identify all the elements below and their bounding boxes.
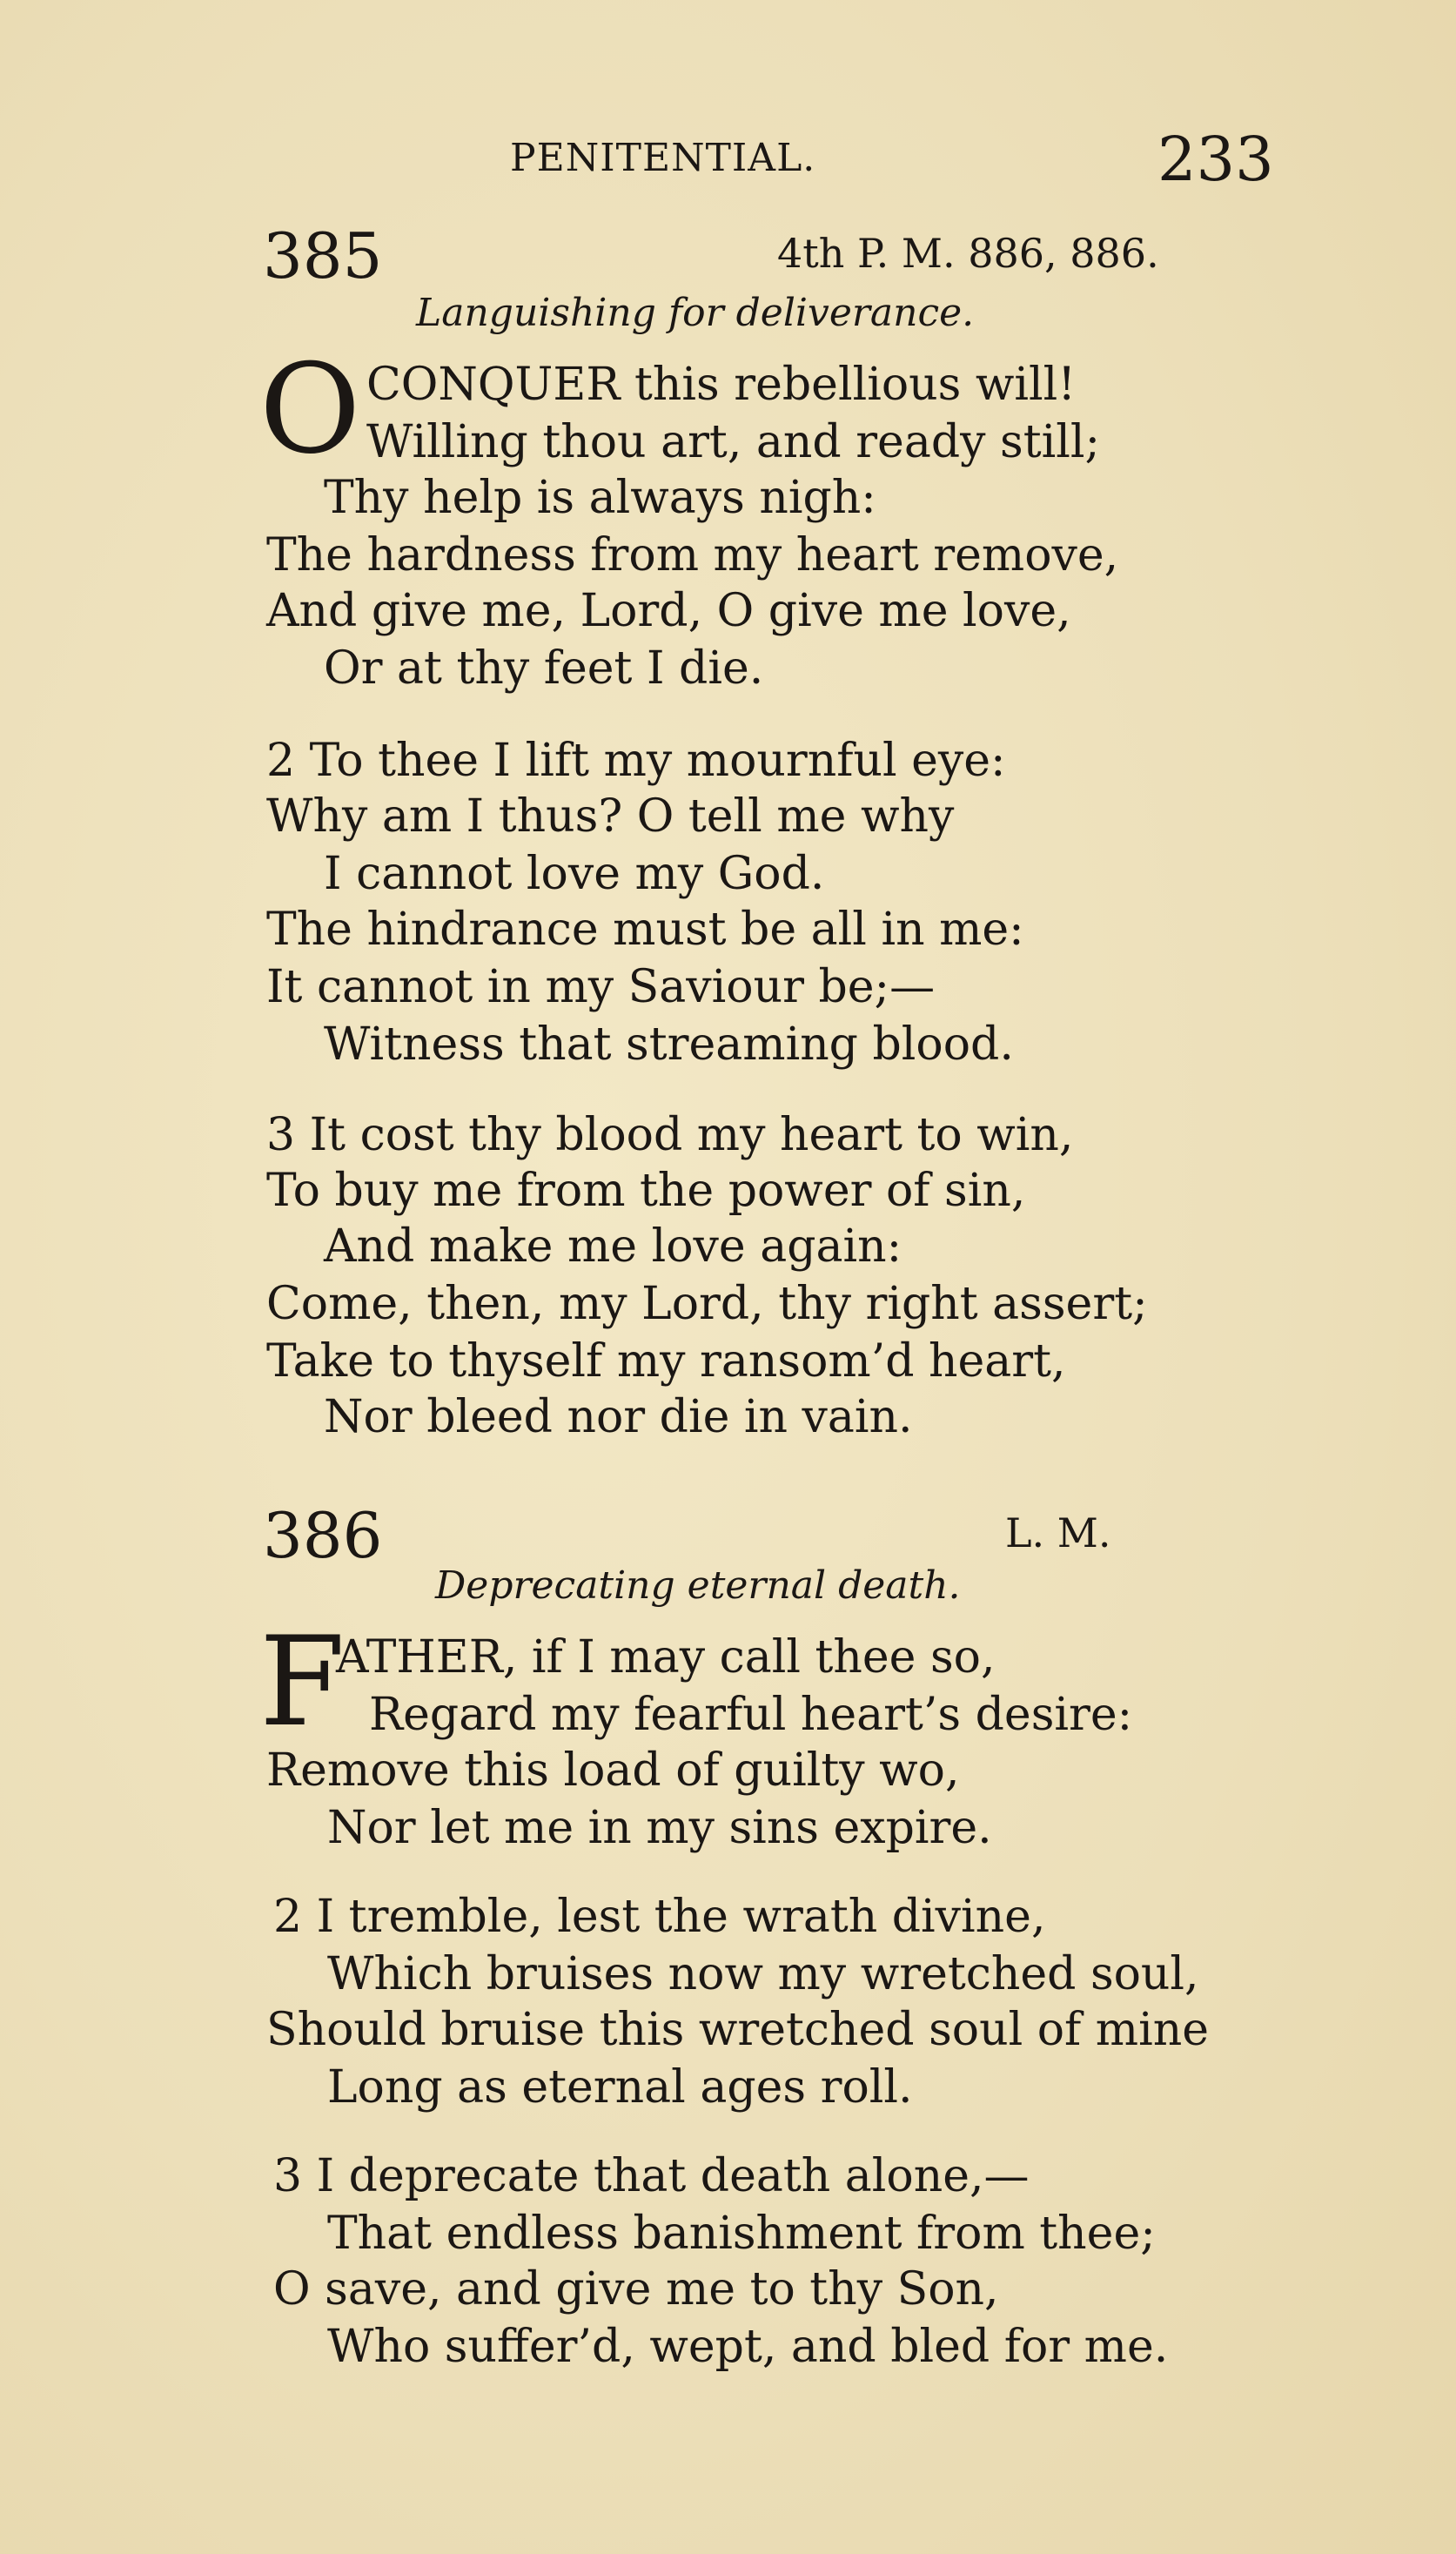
verse-line: That endless banishment from thee; — [327, 2208, 1156, 2260]
verse-line: Willing thou art, and ready still; — [366, 416, 1101, 468]
verse-line: Why am I thus? O tell me why — [266, 790, 955, 843]
verse-line: 2 I tremble, lest the wrath divine, — [273, 1891, 1046, 1943]
hymn-meter: L. M. — [1005, 1509, 1111, 1556]
verse-line: 3 It cost thy blood my heart to win, — [266, 1109, 1074, 1161]
verse-line: And give me, Lord, O give me love, — [266, 585, 1071, 637]
hymn-subtitle: Languishing for deliverance. — [416, 291, 975, 335]
verse-line: The hardness from my heart remove, — [266, 529, 1119, 581]
verse-line: O save, and give me to thy Son, — [273, 2263, 999, 2315]
verse-line: Take to thyself my ransom’d heart, — [266, 1335, 1066, 1388]
verse-line: And make me love again: — [324, 1220, 902, 1273]
hymn-subtitle: Deprecating eternal death. — [435, 1563, 961, 1608]
verse-line: Come, then, my Lord, thy right assert; — [266, 1278, 1148, 1330]
verse-line: Remove this load of guilty wo, — [266, 1744, 960, 1797]
verse-line: 2 To thee I lift my mournful eye: — [266, 735, 1006, 787]
verse-line: Thy help is always nigh: — [324, 472, 876, 524]
verse-line: To buy me from the power of sin, — [266, 1165, 1026, 1217]
verse-line: Or at thy feet I die. — [324, 642, 764, 695]
verse-line: The hindrance must be all in me: — [266, 904, 1024, 956]
verse-line: It cannot in my Saviour be;— — [266, 961, 936, 1013]
verse-line: Nor let me in my sins expire. — [327, 1802, 992, 1854]
running-head: PENITENTIAL. — [510, 136, 816, 180]
drop-cap: F — [259, 1610, 346, 1754]
hymn-meter: 4th P. M. 886, 886. — [777, 230, 1159, 277]
verse-line: I cannot love my God. — [324, 848, 825, 900]
verse-line: Which bruises now my wretched soul, — [327, 1948, 1199, 2000]
hymn-number: 386 — [263, 1499, 383, 1572]
verse-line: Regard my fearful heart’s desire: — [369, 1689, 1133, 1741]
verse-line: ATHER, if I may call thee so, — [336, 1631, 996, 1684]
verse-line: Witness that streaming blood. — [324, 1018, 1014, 1071]
drop-cap: O — [259, 338, 361, 481]
verse-line: CONQUER this rebellious will! — [366, 359, 1077, 411]
verse-line: Nor bleed nor die in vain. — [324, 1391, 913, 1443]
verse-line: Should bruise this wretched soul of mine — [266, 2004, 1210, 2056]
verse-line: Who suffer’d, wept, and bled for me. — [327, 2321, 1169, 2373]
hymn-number: 385 — [263, 219, 383, 292]
page-number: 233 — [1157, 124, 1274, 195]
verse-line: 3 I deprecate that death alone,— — [273, 2150, 1030, 2202]
verse-line: Long as eternal ages roll. — [327, 2061, 913, 2114]
